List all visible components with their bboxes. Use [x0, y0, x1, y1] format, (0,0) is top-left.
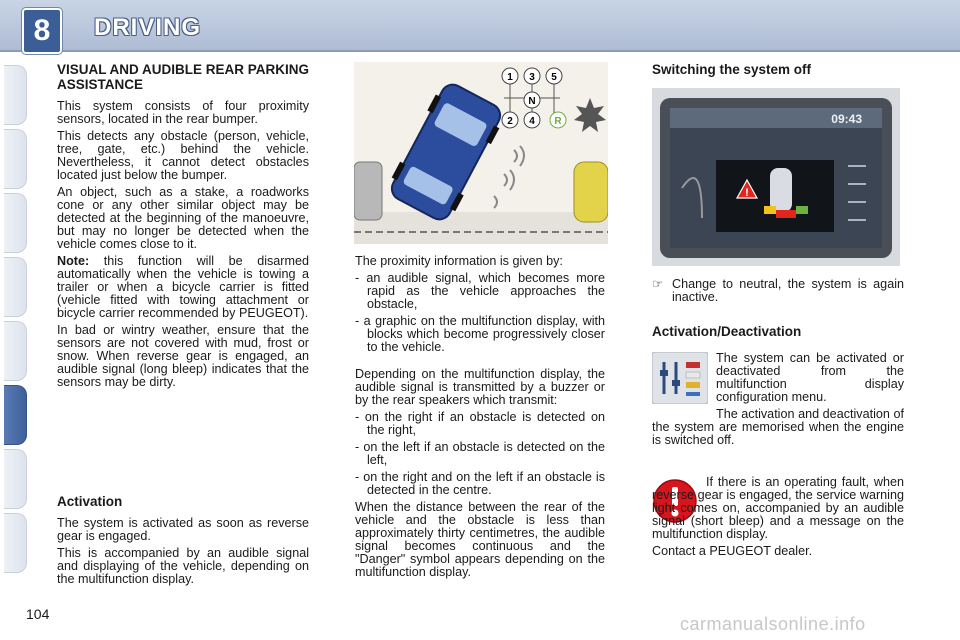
paragraph: Contact a PEUGEOT dealer. [652, 544, 813, 558]
section-title: Activation [57, 494, 123, 509]
chapter-title: DRIVING [94, 14, 202, 41]
gear-label: 1 [507, 72, 513, 83]
chapter-tab-active[interactable] [4, 385, 27, 445]
chapter-tab[interactable] [4, 65, 27, 125]
fault-section [652, 476, 904, 562]
gear-label: 3 [529, 72, 535, 83]
paragraph: The system can be activated or deactivated from the multifunction display configuration menu. [716, 351, 904, 404]
config-menu-icon [652, 352, 708, 404]
parking-diagram [354, 62, 608, 244]
list-item: - on the right and on the left if an obstacle is detected in the centre. [355, 470, 605, 497]
bullet-paragraph [652, 278, 904, 304]
bullet-text: Change to neutral, the system is again inactive. [672, 277, 904, 304]
chapter-badge: 8 [22, 8, 62, 54]
chapter-tab[interactable] [4, 129, 27, 189]
list-item: - on the left if an obstacle is detected on the left, [355, 440, 605, 467]
section-title: VISUAL AND AUDIBLE REAR PARKING ASSISTANCE [57, 62, 310, 92]
chapter-tab[interactable] [4, 193, 27, 253]
activation-section [57, 494, 309, 590]
activation-deactivation-section [652, 324, 904, 347]
page-header [0, 0, 960, 52]
svg-text:!: ! [745, 187, 749, 199]
gear-label: 5 [551, 72, 557, 83]
chapter-tab[interactable] [4, 513, 27, 573]
list-item: - an audible signal, which becomes more rapid as the vehicle approaches the obstacle, [355, 271, 605, 311]
watermark: carmanualsonline.info [680, 614, 866, 634]
paragraph: In bad or wintry weather, ensure that the sensors are not covered with mud, frost or snow. When reverse gear is engaged, an audible signal (long bleep) indicates that the sensors may be dirty. [57, 323, 309, 389]
paragraph: This detects any obstacle (person, vehicle, tree, gate, etc.) behind the vehicle. Nevertheless, it cannot detect obstacles located just below the bumper. [57, 129, 309, 182]
paragraph: Depending on the multifunction display, the audible signal is transmitted by a buzzer or by the rear speakers which transmit: [355, 367, 605, 407]
paragraph: The proximity information is given by: [355, 254, 563, 268]
note-paragraph [57, 255, 309, 320]
display-photo [652, 88, 900, 266]
switch-off-section [652, 62, 904, 85]
column-left [57, 62, 309, 393]
paragraph: If there is an operating fault, when reverse gear is engaged, the service warning light comes on, accompanied by an audible signal (short bleep) and a message on the multifunction display. [652, 475, 904, 541]
note-label: Note: [57, 254, 90, 268]
gear-label: 2 [507, 116, 513, 127]
paragraph: This system consists of four proximity sensors, located in the rear bumper. [57, 99, 309, 126]
chapter-tab[interactable] [4, 449, 27, 509]
chapter-tab[interactable] [4, 321, 27, 381]
gear-label: N [528, 96, 536, 107]
pointing-hand-icon: ☞ [652, 277, 664, 291]
parking-illustration [354, 62, 608, 244]
gear-label: R [554, 116, 562, 127]
switch-off-text [652, 278, 904, 308]
paragraph: An object, such as a stake, a roadworks cone or any other similar object may be detected at the beginning of the manoeuvre, but may no longer be detected when the vehicle comes close to it. [57, 185, 309, 251]
paragraph: The system is activated as soon as reverse gear is engaged. [57, 516, 309, 543]
display-clock: 09:43 [831, 112, 862, 126]
chapter-tab[interactable] [4, 257, 27, 317]
list-item: - a graphic on the multifunction display, with blocks which become progressively closer to the vehicle. [355, 314, 605, 354]
gear-label: 4 [529, 116, 535, 127]
paragraph: The activation and deactivation of the system are memorised when the engine is switched off. [652, 407, 904, 447]
column-middle [355, 255, 605, 583]
page-number: 104 [26, 606, 50, 622]
paragraph: When the distance between the rear of the vehicle and the obstacle is less than approximately thirty centimetres, the audible signal becomes continuous and the "Danger" symbol appears depending on the multifunction display. [355, 500, 605, 579]
note-text: this function will be disarmed automatically when the vehicle is towing a trailer or when a bicycle carrier is fitted (vehicle fitted with towing attachment or bicycle carrier recommended by PEUGEOT). [57, 254, 309, 320]
paragraph: This is accompanied by an audible signal and displaying of the vehicle, depending on the multifunction display. [57, 546, 309, 586]
multifunction-display [652, 88, 900, 266]
activation-memo [652, 408, 904, 451]
activation-text [716, 352, 904, 408]
config-menu-icon-box [652, 352, 708, 404]
section-title: Activation/Deactivation [652, 324, 802, 339]
chapter-tabs [0, 60, 30, 580]
list-item: - on the right if an obstacle is detected on the right, [355, 410, 605, 437]
section-title: Switching the system off [652, 62, 812, 77]
